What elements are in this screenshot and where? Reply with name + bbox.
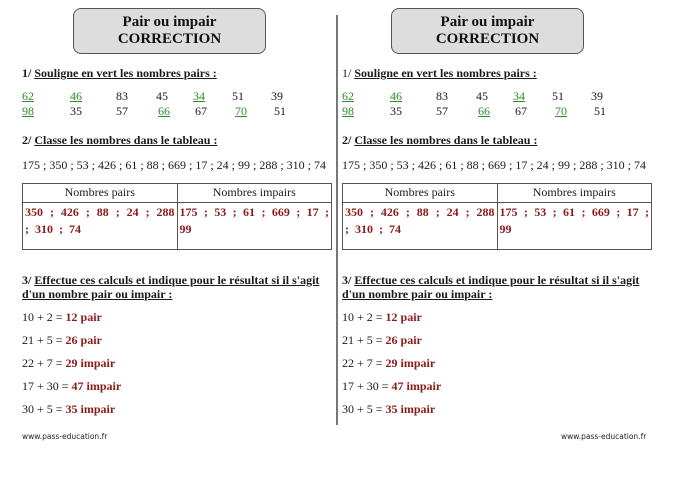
calc-expression: 30 + 5 = bbox=[342, 402, 386, 416]
calc-expression: 30 + 5 = bbox=[22, 402, 66, 416]
calc-expression: 22 + 7 = bbox=[22, 356, 66, 370]
number: 51 bbox=[274, 104, 286, 118]
number-even: 70 bbox=[235, 104, 247, 118]
title-box bbox=[391, 8, 584, 54]
number: 67 bbox=[195, 104, 207, 118]
number: 51 bbox=[552, 89, 564, 103]
footer-website: www.pass-education.fr bbox=[22, 432, 108, 441]
cell-odd-values: 175 ; 53 ; 61 ; 669 ; 17 ; 99 bbox=[497, 203, 652, 250]
number: 45 bbox=[476, 89, 488, 103]
calc-answer: 47 impair bbox=[391, 379, 442, 393]
footer-website: www.pass-education.fr bbox=[561, 432, 647, 441]
calc-expression: 17 + 30 = bbox=[342, 379, 392, 393]
question-3-heading bbox=[22, 273, 334, 301]
calc-row bbox=[22, 333, 102, 347]
question-number: 1/ bbox=[342, 66, 355, 80]
number: 51 bbox=[594, 104, 606, 118]
question-label: Souligne en vert les nombres pairs : bbox=[354, 66, 537, 80]
calc-answer: 26 pair bbox=[65, 333, 102, 347]
title-line2: CORRECTION bbox=[117, 31, 222, 47]
calc-row bbox=[342, 333, 422, 347]
calc-answer: 29 impair bbox=[385, 356, 436, 370]
calc-row bbox=[22, 356, 115, 370]
question-2-heading bbox=[342, 133, 654, 147]
question-label: Effectue ces calculs et indique pour le résultat si il s'agit d'un nombre pair ou impair : bbox=[22, 273, 320, 301]
calc-expression: 21 + 5 = bbox=[342, 333, 386, 347]
question-1-heading bbox=[342, 66, 654, 80]
question-number: 2/ bbox=[342, 133, 355, 147]
number: 39 bbox=[271, 89, 283, 103]
calc-row bbox=[342, 402, 435, 416]
calc-answer: 12 pair bbox=[65, 310, 102, 324]
calc-answer: 47 impair bbox=[71, 379, 122, 393]
question-1-heading bbox=[22, 66, 334, 80]
number-sequence: 175 ; 350 ; 53 ; 426 ; 61 ; 88 ; 669 ; 17 ; 24 ; 99 ; 288 ; 310 ; 74 bbox=[342, 158, 647, 172]
calc-row bbox=[22, 310, 102, 324]
number: 83 bbox=[116, 89, 128, 103]
title-line1: Pair ou impair bbox=[122, 14, 217, 30]
number: 45 bbox=[156, 89, 168, 103]
calc-answer: 35 impair bbox=[385, 402, 436, 416]
calc-answer: 29 impair bbox=[65, 356, 116, 370]
question-label: Classe les nombres dans le tableau : bbox=[34, 133, 218, 147]
question-number: 1/ bbox=[22, 66, 35, 80]
question-label: Effectue ces calculs et indique pour le résultat si il s'agit d'un nombre pair ou impair : bbox=[342, 273, 640, 301]
calc-expression: 21 + 5 = bbox=[22, 333, 66, 347]
number-even: 34 bbox=[193, 89, 205, 103]
title-line1: Pair ou impair bbox=[440, 14, 535, 30]
question-label: Souligne en vert les nombres pairs : bbox=[34, 66, 217, 80]
number: 57 bbox=[116, 104, 128, 118]
number-even: 98 bbox=[342, 104, 354, 118]
number-even: 66 bbox=[158, 104, 170, 118]
question-3-heading bbox=[342, 273, 654, 301]
header-odd: Nombres impairs bbox=[497, 184, 652, 203]
calc-expression: 10 + 2 = bbox=[342, 310, 386, 324]
calc-row bbox=[22, 402, 115, 416]
cell-odd-values: 175 ; 53 ; 61 ; 669 ; 17 ; 99 bbox=[177, 203, 332, 250]
number-even: 46 bbox=[390, 89, 402, 103]
calc-expression: 22 + 7 = bbox=[342, 356, 386, 370]
question-number: 3/ bbox=[22, 273, 35, 287]
number-even: 66 bbox=[478, 104, 490, 118]
number-even: 98 bbox=[22, 104, 34, 118]
number-even: 62 bbox=[22, 89, 34, 103]
classification-table bbox=[342, 183, 652, 250]
number: 67 bbox=[515, 104, 527, 118]
question-2-heading bbox=[22, 133, 334, 147]
classification-table bbox=[22, 183, 332, 250]
calc-answer: 26 pair bbox=[385, 333, 422, 347]
number: 51 bbox=[232, 89, 244, 103]
number-even: 34 bbox=[513, 89, 525, 103]
calc-row bbox=[22, 379, 121, 393]
number-sequence: 175 ; 350 ; 53 ; 426 ; 61 ; 88 ; 669 ; 17 ; 24 ; 99 ; 288 ; 310 ; 74 bbox=[22, 158, 327, 172]
worksheet-right bbox=[340, 0, 680, 480]
cell-even-values: 350 ; 426 ; 88 ; 24 ; 288 ; 310 ; 74 bbox=[343, 203, 498, 250]
calc-answer: 35 impair bbox=[65, 402, 116, 416]
calc-row bbox=[342, 379, 441, 393]
number: 57 bbox=[436, 104, 448, 118]
calc-row bbox=[342, 356, 435, 370]
number-even: 46 bbox=[70, 89, 82, 103]
header-odd: Nombres impairs bbox=[177, 184, 332, 203]
calc-expression: 10 + 2 = bbox=[22, 310, 66, 324]
number: 35 bbox=[70, 104, 82, 118]
calc-expression: 17 + 30 = bbox=[22, 379, 72, 393]
question-number: 3/ bbox=[342, 273, 355, 287]
number-even: 62 bbox=[342, 89, 354, 103]
number: 35 bbox=[390, 104, 402, 118]
calc-row bbox=[342, 310, 422, 324]
title-box bbox=[73, 8, 266, 54]
number-even: 70 bbox=[555, 104, 567, 118]
header-even: Nombres pairs bbox=[23, 184, 178, 203]
title-line2: CORRECTION bbox=[435, 31, 540, 47]
header-even: Nombres pairs bbox=[343, 184, 498, 203]
number: 39 bbox=[591, 89, 603, 103]
question-label: Classe les nombres dans le tableau : bbox=[354, 133, 538, 147]
calc-answer: 12 pair bbox=[385, 310, 422, 324]
question-number: 2/ bbox=[22, 133, 35, 147]
cell-even-values: 350 ; 426 ; 88 ; 24 ; 288 ; 310 ; 74 bbox=[23, 203, 178, 250]
number: 83 bbox=[436, 89, 448, 103]
